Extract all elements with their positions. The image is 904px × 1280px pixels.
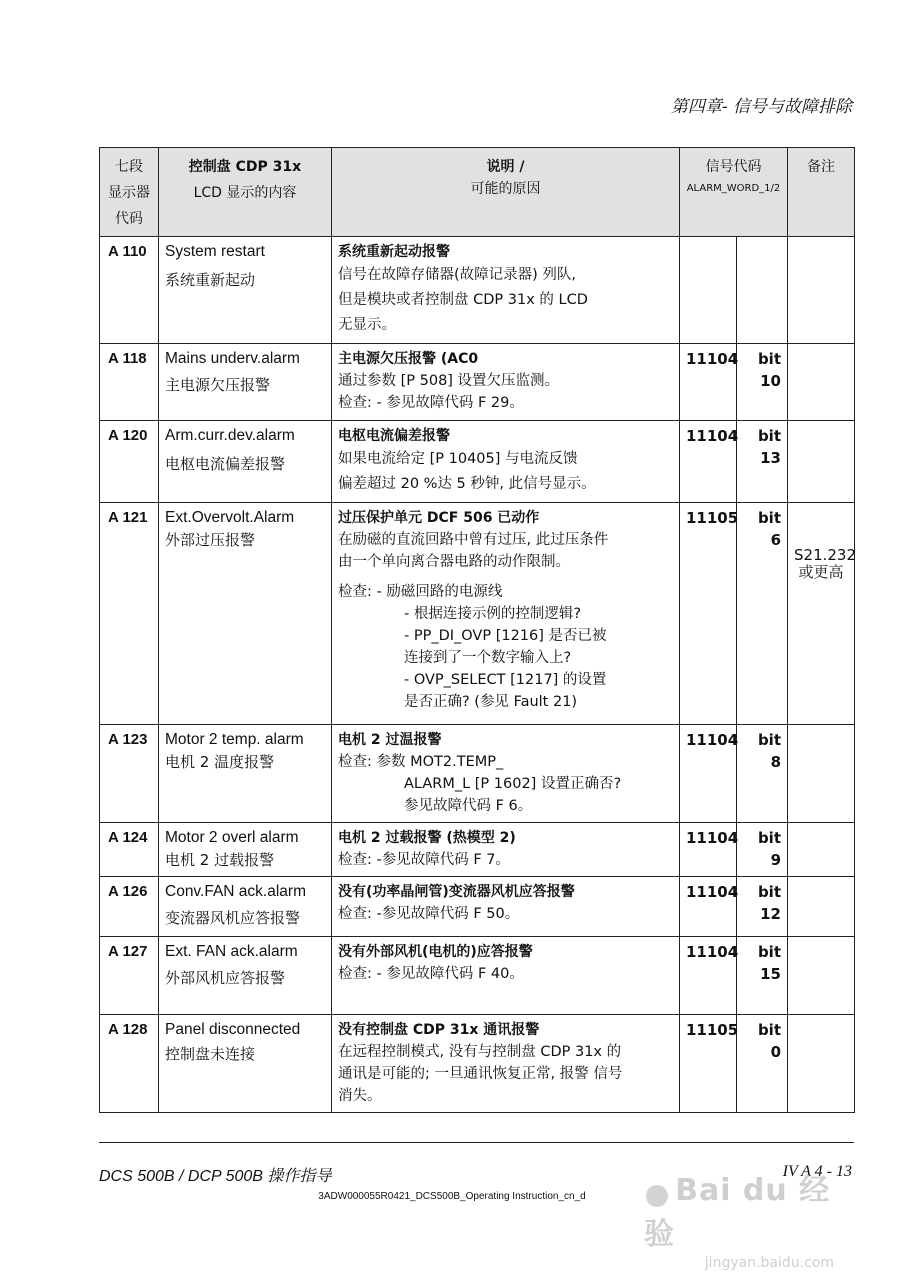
description: 没有控制盘 CDP 31x 通讯报警 在远程控制模式, 没有与控制盘 CDP 31x 的 通讯是可能的; 一旦通讯恢复正常, 报警 信号 消失。 [332,1015,680,1113]
header-signal: 信号代码 ALARM_WORD_1/2 [680,148,788,237]
lcd-text: Ext.Overvolt.Alarm 外部过压报警 [159,503,332,725]
remark [788,1015,855,1113]
table-row [100,503,855,725]
description: 过压保护单元 DCF 506 已动作 在励磁的直流回路中曾有过压, 此过压条件 由一个单向离合器电路的动作限制。 检查: - 励磁回路的电源线 - 根据连接示例的控制逻辑? - PP_DI_OVP [1216] 是否已被 连接到了一个数字输入上? - OVP_SELECT [1217] 的设置 是否正确? (参见 Fault 21) [332,503,680,725]
signal-bit: bit 0 [737,1015,788,1113]
signal-bit [737,237,788,344]
alarm-table [99,147,855,1113]
remark: S21.232 或更高 [788,503,855,725]
table-row [100,421,855,503]
alarm-code: A 124 [100,823,159,877]
alarm-code: A 123 [100,725,159,823]
signal-word: 11104 [680,344,737,421]
remark [788,237,855,344]
signal-bit: bit 15 [737,937,788,1015]
table-row [100,823,855,877]
table-row [100,725,855,823]
lcd-text: Motor 2 temp. alarm 电机 2 温度报警 [159,725,332,823]
description: 电机 2 过温报警 检查: 参数 MOT2.TEMP_ ALARM_L [P 1602] 设置正确否? 参见故障代码 F 6。 [332,725,680,823]
remark [788,937,855,1015]
table-row [100,937,855,1015]
signal-word: 11104 [680,937,737,1015]
signal-word: 11104 [680,725,737,823]
paw-icon [646,1185,668,1207]
watermark-url: jingyan.baidu.com [704,1255,834,1271]
signal-bit: bit 8 [737,725,788,823]
table-row [100,237,855,344]
alarm-code: A 118 [100,344,159,421]
alarm-code: A 121 [100,503,159,725]
description: 电机 2 过载报警 (热模型 2) 检查: -参见故障代码 F 7。 [332,823,680,877]
table-header-row [100,148,855,237]
remark [788,421,855,503]
footer-divider [99,1142,854,1143]
alarm-code: A 127 [100,937,159,1015]
lcd-text: Conv.FAN ack.alarm 变流器风机应答报警 [159,877,332,937]
lcd-text: Arm.curr.dev.alarm 电枢电流偏差报警 [159,421,332,503]
alarm-code: A 110 [100,237,159,344]
remark [788,823,855,877]
remark [788,725,855,823]
lcd-text: Ext. FAN ack.alarm 外部风机应答报警 [159,937,332,1015]
watermark-logo: Bai du 经验 [644,1173,831,1252]
watermark [644,1165,834,1271]
lcd-text: Panel disconnected 控制盘未连接 [159,1015,332,1113]
header-remark: 备注 [788,148,855,237]
chapter-title: 第四章- 信号与故障排除 [670,97,852,117]
table-row [100,344,855,421]
description: 没有(功率晶闸管)变流器风机应答报警 检查: -参见故障代码 F 50。 [332,877,680,937]
description: 主电源欠压报警 (AC0 通过参数 [P 508] 设置欠压监测。 检查: - 参见故障代码 F 29。 [332,344,680,421]
remark [788,877,855,937]
page-number: IV A 4 - 13 [782,1163,852,1180]
header-lcd: 控制盘 CDP 31x LCD 显示的内容 [159,148,332,237]
description: 电枢电流偏差报警 如果电流给定 [P 10405] 与电流反馈 偏差超过 20 %达 5 秒钟, 此信号显示。 [332,421,680,503]
alarm-code: A 126 [100,877,159,937]
remark [788,344,855,421]
signal-bit: bit 10 [737,344,788,421]
description: 系统重新起动报警 信号在故障存储器(故障记录器) 列队, 但是模块或者控制盘 CDP 31x 的 LCD 无显示。 [332,237,680,344]
lcd-text: Motor 2 overl alarm 电机 2 过载报警 [159,823,332,877]
table-row [100,877,855,937]
document-id: 3ADW000055R0421_DCS500B_Operating Instruction_cn_d [318,1191,586,1202]
signal-word: 11104 [680,421,737,503]
lcd-text: System restart 系统重新起动 [159,237,332,344]
description: 没有外部风机(电机的)应答报警 检查: - 参见故障代码 F 40。 [332,937,680,1015]
alarm-code: A 128 [100,1015,159,1113]
signal-word: 11104 [680,823,737,877]
alarm-code: A 120 [100,421,159,503]
header-description: 说明 / 可能的原因 [332,148,680,237]
header-code: 七段 显示器 代码 [100,148,159,237]
manual-title: DCS 500B / DCP 500B 操作指导 [99,1168,332,1185]
signal-bit: bit 9 [737,823,788,877]
signal-bit: bit 6 [737,503,788,725]
lcd-text: Mains underv.alarm 主电源欠压报警 [159,344,332,421]
signal-word: 11104 [680,877,737,937]
signal-bit: bit 13 [737,421,788,503]
signal-bit: bit 12 [737,877,788,937]
signal-word [680,237,737,344]
signal-word: 11105 [680,503,737,725]
table-row [100,1015,855,1113]
signal-word: 11105 [680,1015,737,1113]
